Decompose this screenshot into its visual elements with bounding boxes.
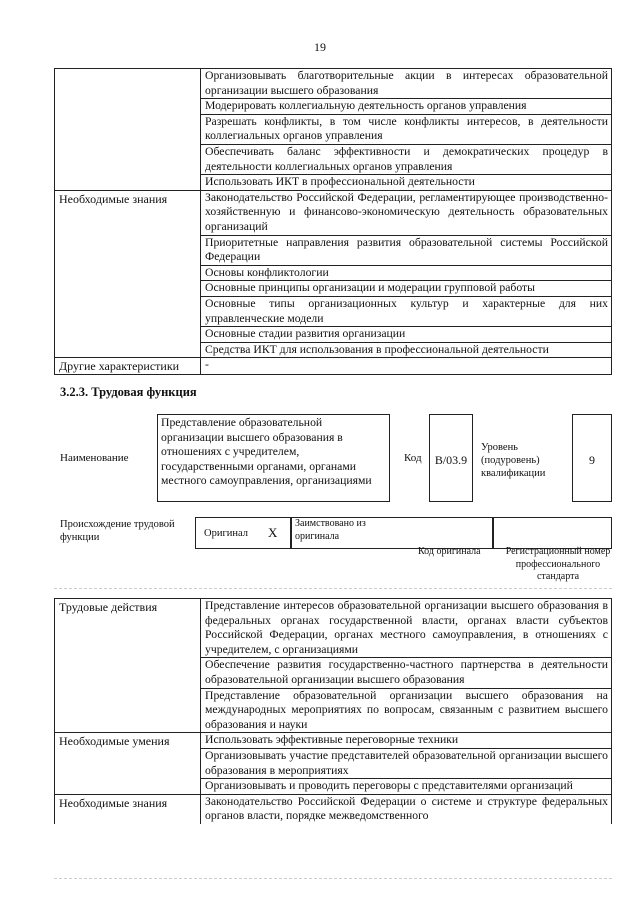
row-text: Представление интересов образовательной организации высшего образования в федеральных органах государственной власти, органах власти субъектов Российской Федерации, органах местного самоуправления, в отношениях с учредителем, с организациями — [201, 599, 612, 658]
row-text: Средства ИКТ для использования в профессиональной деятельности — [201, 342, 612, 358]
table-row — [55, 794, 612, 824]
row-text: Основы конфликтологии — [201, 265, 612, 281]
row-text: Обеспечивать баланс эффективности и демократических процедур в деятельности коллегиальных органов управления — [201, 144, 612, 174]
table-row — [55, 599, 612, 658]
original-code-caption: Код оригинала — [418, 546, 481, 557]
row-label: Необходимые умения — [55, 733, 201, 794]
function-code: В/03.9 — [429, 414, 473, 502]
row-label: Необходимые знания — [55, 190, 201, 358]
table-row — [55, 733, 612, 749]
row-text: Использовать ИКТ в профессиональной деятельности — [201, 175, 612, 191]
name-label: Наименование — [60, 452, 129, 464]
section-title: 3.2.3. Трудовая функция — [60, 385, 197, 399]
table-skills-knowledge — [54, 68, 612, 375]
row-text: Приоритетные направления развития образовательной системы Российской Федерации — [201, 235, 612, 265]
table-labor-actions — [54, 598, 612, 824]
function-name: Представление образовательной организации высшего образования в отношениях с учредителем, государственными органами, органами местного самоуправления, организациями — [157, 414, 390, 502]
qualification-level-label: Уровень (подуровень) квалификации — [481, 442, 546, 479]
origin-code-cell — [493, 517, 612, 549]
row-text: Обеспечение развития государственно-частного партнерства в деятельности образовательной организации высшего образования — [201, 658, 612, 688]
row-text: Использовать эффективные переговорные техники — [201, 733, 612, 749]
row-label: Трудовые действия — [55, 599, 201, 733]
borrowed-label: Заимствовано из оригинала — [295, 518, 366, 542]
row-label — [55, 69, 201, 191]
row-text: Законодательство Российской Федерации о системе и структуре федеральных органов власти, порядке межведомственного — [201, 794, 612, 824]
page-number: 19 — [314, 40, 326, 54]
row-text: Основные типы организационных культур и характерные для них управленческие модели — [201, 296, 612, 326]
registration-number-caption: Регистрационный номер профессионального стандарта — [505, 546, 611, 582]
origin-label: Происхождение трудовой функции — [60, 519, 175, 543]
code-label: Код — [404, 452, 422, 464]
row-text: Разрешать конфликты, в том числе конфликты интересов, в деятельности коллегиальных органов управления — [201, 114, 612, 144]
row-text: Организовывать участие представителей образовательной организации высшего образования в мероприятиях — [201, 748, 612, 778]
row-label: Другие характеристики — [55, 358, 201, 375]
qualification-level: 9 — [572, 414, 612, 502]
table-row — [55, 190, 612, 235]
row-text: Основные стадии развития организации — [201, 327, 612, 343]
table-row — [55, 358, 612, 375]
row-text: - — [201, 358, 612, 375]
original-label: Оригинал — [204, 528, 248, 539]
row-label: Необходимые знания — [55, 794, 201, 824]
row-text: Представление образовательной организации высшего образования на международных мероприятиях по вопросам, связанным с развитием высшего образования и науки — [201, 688, 612, 733]
row-text: Основные принципы организации и модерации групповой работы — [201, 281, 612, 297]
row-text: Модерировать коллегиальную деятельность органов управления — [201, 99, 612, 115]
divider — [54, 878, 612, 879]
divider — [54, 588, 612, 589]
original-mark: X — [268, 525, 278, 540]
row-text: Законодательство Российской Федерации, регламентирующее производственно-хозяйственную и финансово-экономическую деятельность образовательных организаций — [201, 190, 612, 235]
row-text: Организовывать благотворительные акции в интересах образовательной организации высшего образования — [201, 69, 612, 99]
row-text: Организовывать и проводить переговоры с представителями организаций — [201, 779, 612, 795]
table-row — [55, 69, 612, 99]
